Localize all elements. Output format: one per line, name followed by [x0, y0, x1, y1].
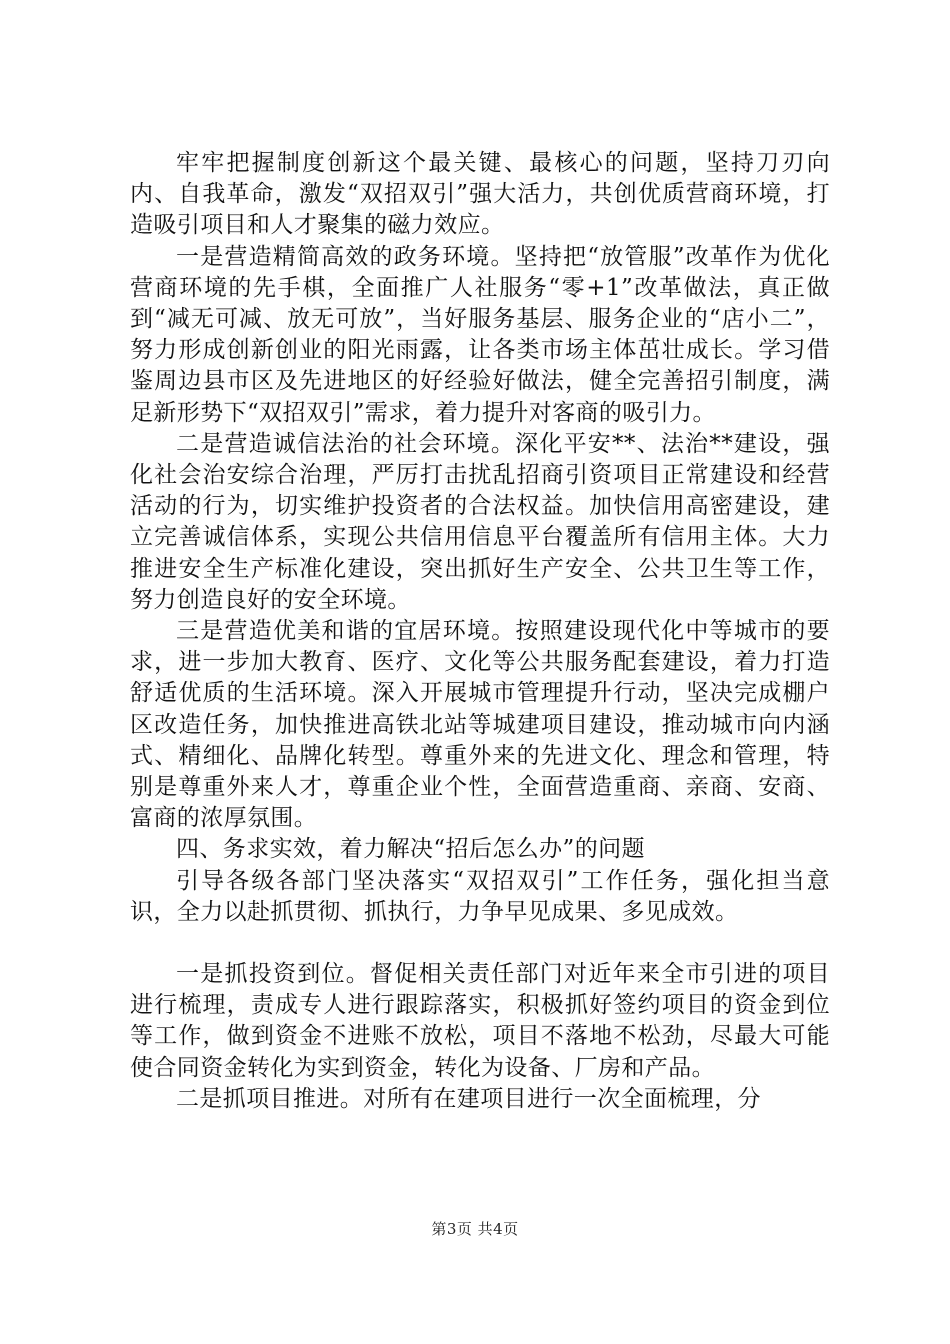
page-number-footer: 第3页 共4页 [431, 1220, 519, 1238]
paragraph-government-environment: 一是营造精简高效的政务环境。坚持把“放管服”改革作为优化营商环境的先手棋，全面推广人社服务“零+1”改革做法，真正做到“减无可减、放无可放”，当好服务基层、服务企业的“店小二”，努力形成创新创业的阳光雨露，让各类市场主体茁壮成长。学习借鉴周边县市区及先进地区的好经验好做法，健全完善招引制度，满足新形势下“双招双引”需求，着力提升对客商的吸引力。 [130, 243, 830, 426]
document-body [130, 148, 830, 1115]
section-heading-results: 四、务求实效，着力解决“招后怎么办”的问题 [176, 836, 645, 863]
paragraph-living-environment: 三是营造优美和谐的宜居环境。按照建设现代化中等城市的要求，进一步加大教育、医疗、文化等公共服务配套建设，着力打造舒适优质的生活环境。深入开展城市管理提升行动，坚决完成棚户区改造任务，加快推进高铁北站等城建项目建设，推动城市向内涵式、精细化、品牌化转型。尊重外来的先进文化、理念和管理，特别是尊重外来人才，尊重企业个性，全面营造重商、亲商、安商、富商的浓厚氛围。 [130, 618, 830, 832]
paragraph-project-progress: 二是抓项目推进。对所有在建项目进行一次全面梳理，分 [176, 1085, 761, 1112]
paragraph-guidance: 引导各级各部门坚决落实“双招双引”工作任务，强化担当意识，全力以赴抓贯彻、抓执行，力争早见成果、多见成效。 [130, 867, 830, 925]
paragraph-institutional-innovation: 牢牢把握制度创新这个最关键、最核心的问题，坚持刀刃向内、自我革命，激发“双招双引”强大活力，共创优质营商环境，打造吸引项目和人才聚集的磁力效应。 [130, 150, 830, 239]
paragraph-investment: 一是抓投资到位。督促相关责任部门对近年来全市引进的项目进行梳理，责成专人进行跟踪落实，积极抓好签约项目的资金到位等工作，做到资金不进账不放松，项目不落地不松劲，尽最大可能使合同资金转化为实到资金，转化为设备、厂房和产品。 [130, 961, 830, 1081]
paragraph-social-environment: 二是营造诚信法治的社会环境。深化平安**、法治**建设，强化社会治安综合治理，严厉打击扰乱招商引资项目正常建设和经营活动的行为，切实维护投资者的合法权益。加快信用高密建设，建立完善诚信体系，实现公共信用信息平台覆盖所有信用主体。大力推进安全生产标准化建设，突出抓好生产安全、公共卫生等工作，努力创造良好的安全环境。 [130, 430, 830, 613]
